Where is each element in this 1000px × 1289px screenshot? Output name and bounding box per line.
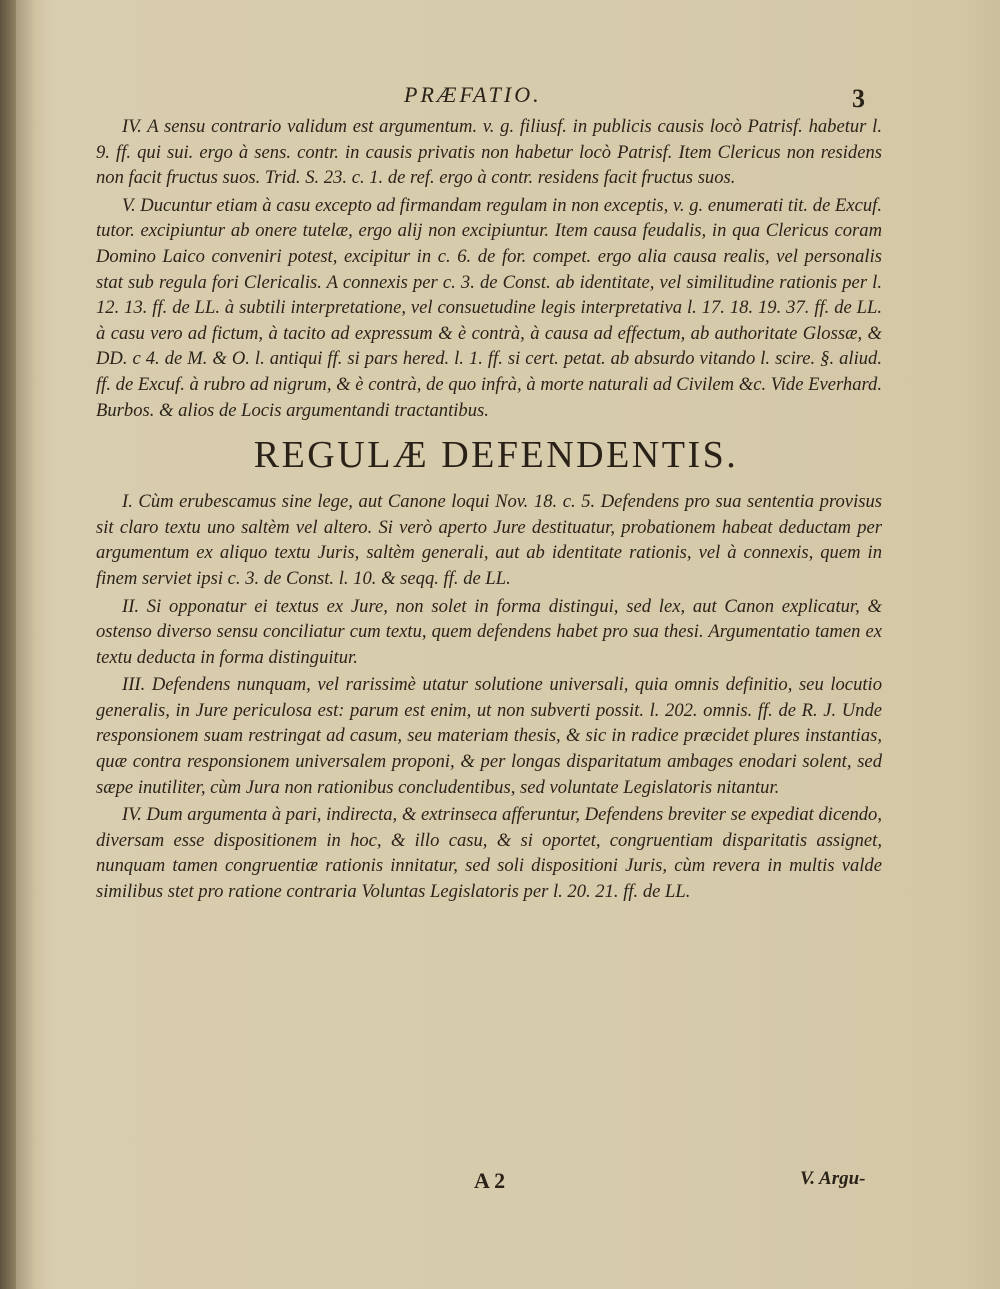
page-header	[0, 82, 1000, 112]
paragraph-rule-iii: III. Defendens nunquam, vel rarissimè utatur solutione universali, quia omnis definitio, seu locutio generalis, in Jure periculosa est: parum est enim, ut non subverti possit. l. 202. omnis. ff. de R. J. Unde responsionem suam restringat ad casum, seu materiam thesis, & sic in radice præcidet plures instantias, quæ contra responsionem universalem proponi, & per longas disparitatum ambages enodari solent, sed sæpe inutiliter, cùm Jura non rationibus concludentibus, sed voluntate Legislatoris nitantur.	[96, 674, 882, 798]
running-head: PRÆFATIO.	[404, 82, 542, 107]
paragraph-rule-i: I. Cùm erubescamus sine lege, aut Canone loqui Nov. 18. c. 5. Defendens pro sua sententia provisus sit claro textu uno saltèm vel altero. Si verò aperto Jure destituatur, probationem habeat deductam per argumentum ex aliquo textu Juris, saltèm generali, aut ab identitate rationis, vel à connexis, quem in finem serviet ipsi c. 3. de Const. l. 10. & seqq. ff. de LL.	[96, 491, 882, 589]
page-footer	[0, 1168, 1000, 1198]
paragraph-rule-ii: II. Si opponatur ei textus ex Jure, non solet in forma distingui, sed lex, aut Canon explicatur, & ostenso diverso sensu conciliatur cum textu, quem defendens habet pro sua thesi. Argumentatio tamen ex textu deducta in forma distinguitur.	[96, 595, 882, 668]
paragraph-iv-sensu-contrario: IV. A sensu contrario validum est argumentum. v. g. filiusf. in publicis causis locò Patrisf. habetur l. 9. ff. qui sui. ergo à sens. contr. in causis privatis non habetur locò Patrisf. Item Clericus non residens non facit fructus suos. Trid. S. 23. c. 1. de ref. ergo à contr. residens facit fructus suos.	[96, 116, 882, 189]
page-spine-shadow	[0, 0, 16, 1289]
paragraph-v-casu-excepto: V. Ducuntur etiam à casu excepto ad firmandam regulam in non exceptis, v. g. enumerati tit. de Excuf. tutor. excipiuntur ab onere tutelæ, ergo alij non excipiuntur. Item causa feudalis, in qua Clericus coram Domino Laico conveniri potest, excipitur in c. 6. de for. compet. ergo alia causa realis, vel personalis stat sub regula fori Clericalis. A connexis per c. 3. de Const. ab identitate, vel similitudine rationis per l. 12. 13. ff. de LL. à subtili interpretatione, vel consuetudine legis interpretativa l. 17. 18. 19. 37. ff. de LL. à casu vero ad fictum, à tacito ad expressum & è contrà, à causa ad effectum, ab authoritate Glossæ, & DD. c 4. de M. & O. l. antiqui ff. si pars hered. l. 1. ff. si cert. petat. ab absurdo vitando l. scire. §. aliud. ff. de Excuf. à rubro ad nigrum, & è contrà, de quo infrà, à morte naturali ad Civilem &c. Vide Everhard. Burbos. & alios de Locis argumentandi tractantibus.	[96, 194, 882, 421]
paragraph-rule-iv: IV. Dum argumenta à pari, indirecta, & extrinseca afferuntur, Defendens breviter se expediat dicendo, diversam esse dispositionem in hoc, & illo casu, & si oportet, congruentiam disparitatis assignet, nunquam tamen congruentiæ rationis innitatur, sed soli dispositioni Juris, cùm revera in multis valde similibus stet pro ratione contraria Voluntas Legislatoris per l. 20. 21. ff. de LL.	[96, 804, 882, 903]
body-text	[96, 114, 882, 907]
section-heading: REGULÆ DEFENDENTIS.	[253, 434, 739, 477]
signature-mark: A 2	[474, 1168, 506, 1193]
catchword: V. Argu-	[800, 1168, 866, 1189]
page-number: 3	[852, 84, 865, 113]
